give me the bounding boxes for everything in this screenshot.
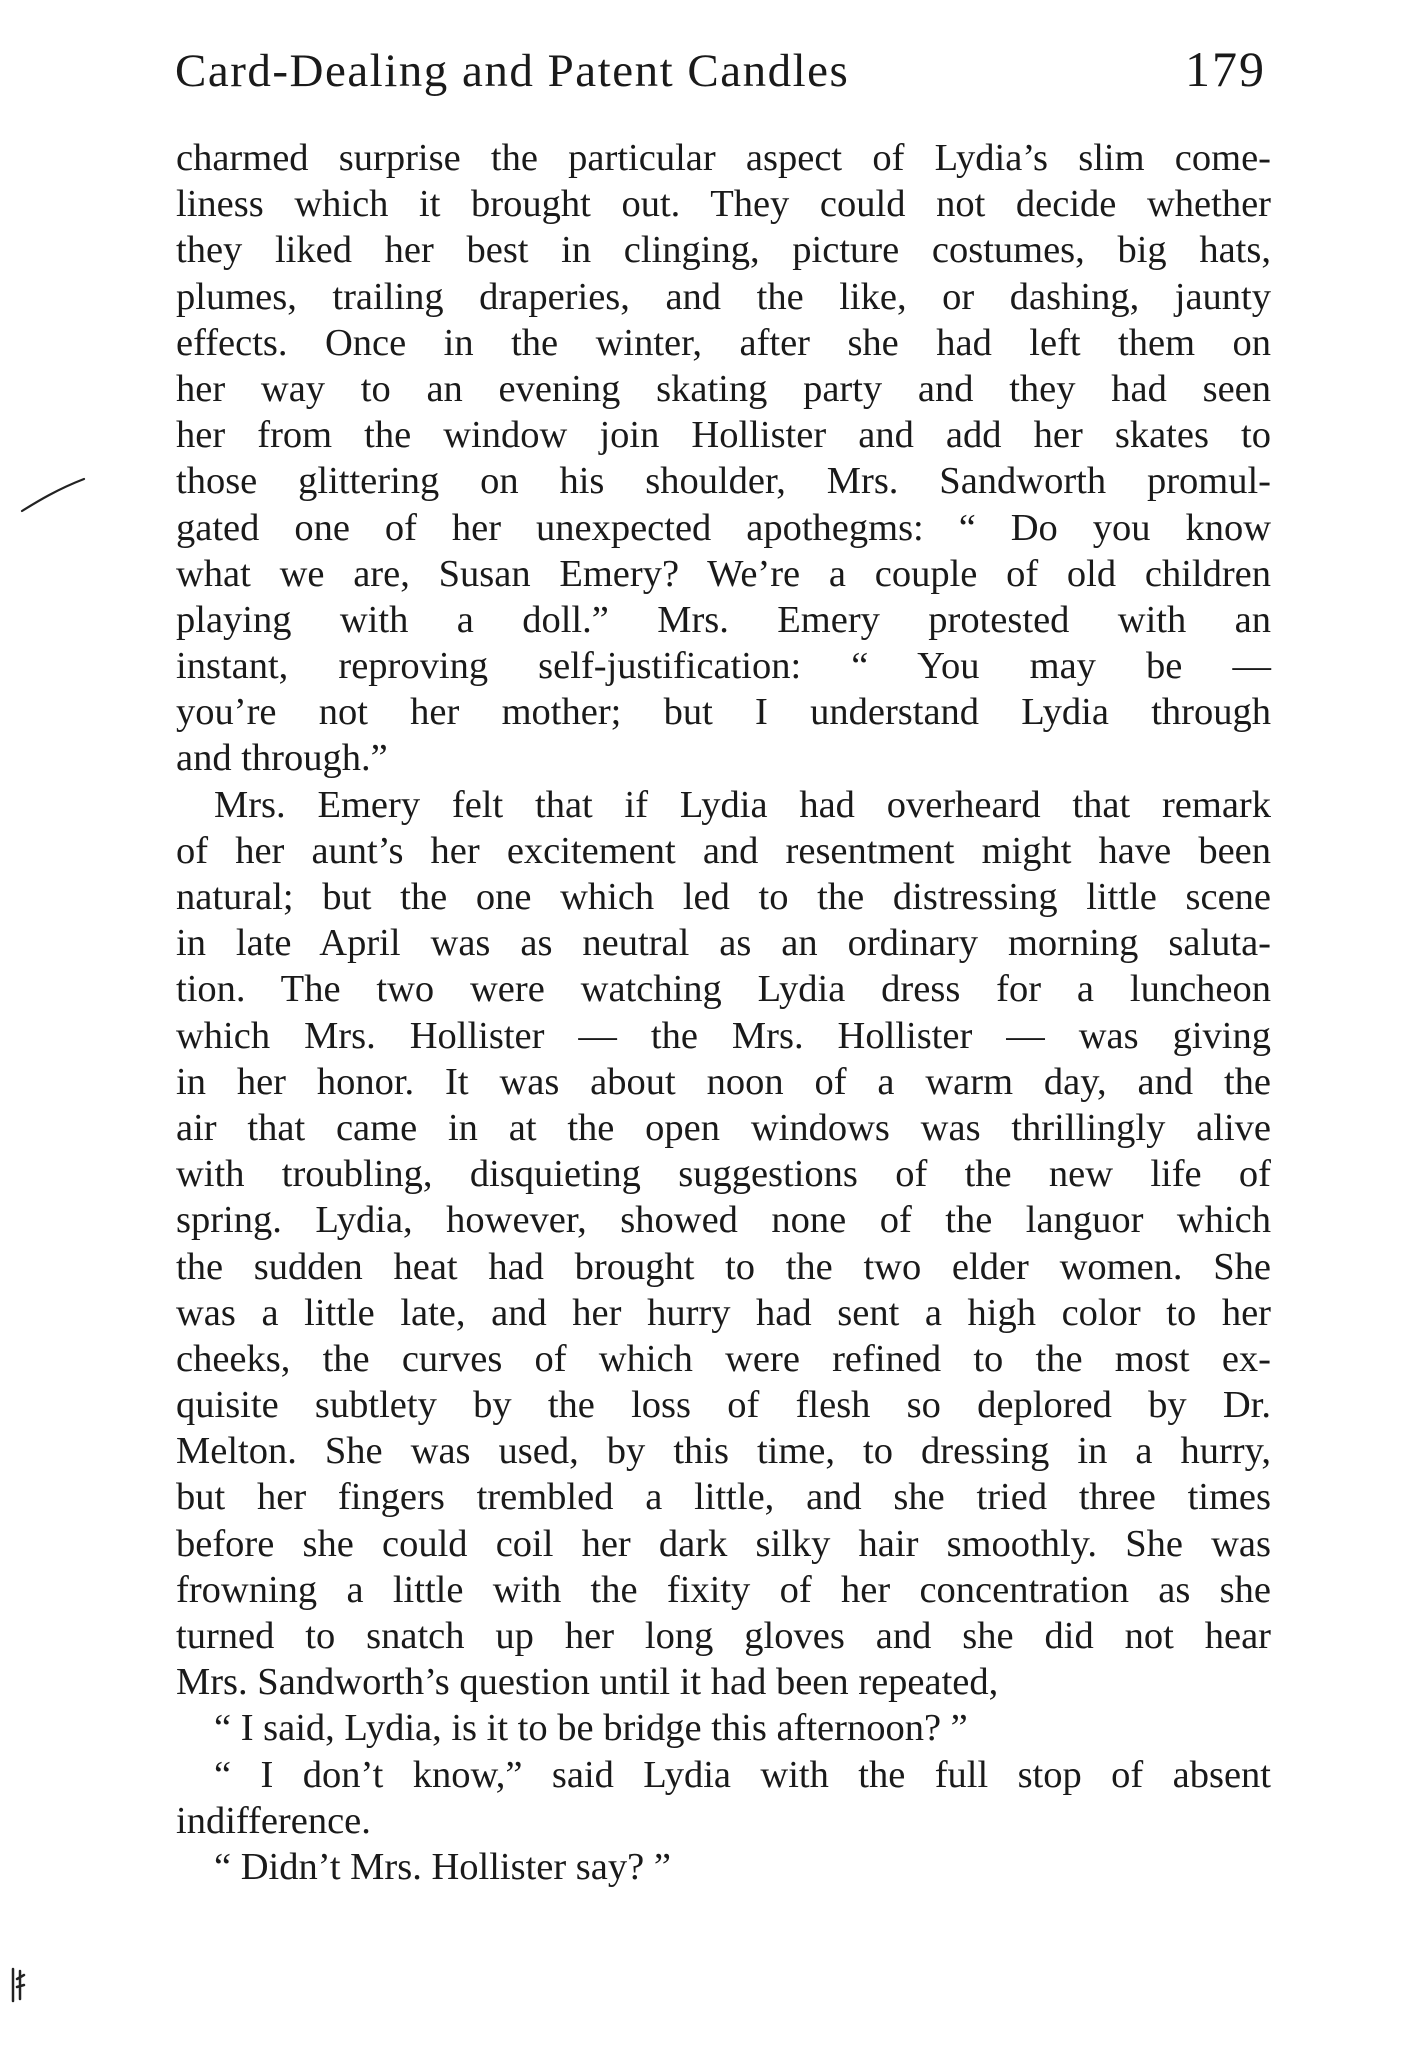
text-line: and through.” (176, 737, 388, 780)
text-line: gated one of her unexpected apothegms: “ Do you know (176, 506, 1271, 549)
text-line: quisite subtlety by the loss of flesh so deplored by Dr. (176, 1384, 1271, 1427)
text-line: playing with a doll.” Mrs. Emery protested with an (176, 598, 1271, 641)
text-line: you’re not her mother; but I understand Lydia through (176, 691, 1271, 734)
text-line: her way to an evening skating party and they had seen (176, 367, 1271, 410)
text-line: her from the window join Hollister and add her skates to (176, 414, 1271, 457)
text-line: Melton. She was used, by this time, to dressing in a hurry, (176, 1430, 1271, 1473)
text-line: turned to snatch up her long gloves and she did not hear (176, 1615, 1271, 1657)
text-line: in late April was as neutral as an ordinary morning saluta- (176, 922, 1271, 965)
text-line: of her aunt’s her excitement and resentment might have been (176, 829, 1271, 872)
pencil-mark-icon (18, 475, 88, 515)
page-number: 179 (1185, 41, 1266, 97)
text-line: instant, reproving self-justification: “ You may be — (176, 645, 1271, 688)
text-line: “ I don’t know,” said Lydia with the full stop of absent (214, 1753, 1271, 1796)
text-line: before she could coil her dark silky hair smoothly. She was (176, 1522, 1271, 1565)
text-line: indifference. (176, 1799, 371, 1842)
text-line: charmed surprise the particular aspect of Lydia’s slim come- (176, 137, 1271, 179)
text-line: liness which it brought out. They could not decide whether (176, 183, 1271, 226)
text-line: air that came in at the open windows was thrillingly alive (176, 1106, 1271, 1149)
text-line: effects. Once in the winter, after she had left them on (176, 321, 1271, 364)
text-line: “ I said, Lydia, is it to be bridge this afternoon? ” (214, 1707, 968, 1750)
text-line: with troubling, disquieting suggestions of the new life of (176, 1153, 1271, 1196)
text-line: frowning a little with the fixity of her concentration as she (176, 1568, 1271, 1611)
text-line: natural; but the one which led to the distressing little scene (176, 876, 1271, 918)
text-line: in her honor. It was about noon of a warm day, and the (176, 1060, 1271, 1103)
text-line: tion. The two were watching Lydia dress for a luncheon (176, 968, 1271, 1011)
text-line: which Mrs. Hollister — the Mrs. Hollister — was giving (176, 1014, 1271, 1057)
body-text (176, 135, 1271, 1890)
text-line: those glittering on his shoulder, Mrs. Sandworth promul- (176, 460, 1271, 503)
text-line: Mrs. Sandworth’s question until it had been repeated, (176, 1661, 999, 1704)
text-line: the sudden heat had brought to the two elder women. She (176, 1245, 1271, 1288)
scan-artifact-icon (8, 1965, 30, 2005)
chapter-title: Card-Dealing and Patent Candles (175, 45, 850, 97)
running-head (175, 40, 1266, 110)
text-line: “ Didn’t Mrs. Hollister say? ” (214, 1845, 671, 1888)
text-line: what we are, Susan Emery? We’re a couple of old children (176, 552, 1271, 595)
text-line: plumes, trailing draperies, and the like, or dashing, jaunty (176, 275, 1271, 318)
text-line: they liked her best in clinging, picture costumes, big hats, (176, 229, 1271, 272)
text-line: but her fingers trembled a little, and she tried three times (176, 1476, 1271, 1519)
text-line: spring. Lydia, however, showed none of the languor which (176, 1199, 1271, 1242)
text-line: cheeks, the curves of which were refined to the most ex- (176, 1337, 1271, 1380)
text-line: was a little late, and her hurry had sent a high color to her (176, 1291, 1271, 1334)
text-line: Mrs. Emery felt that if Lydia had overheard that remark (214, 783, 1271, 826)
